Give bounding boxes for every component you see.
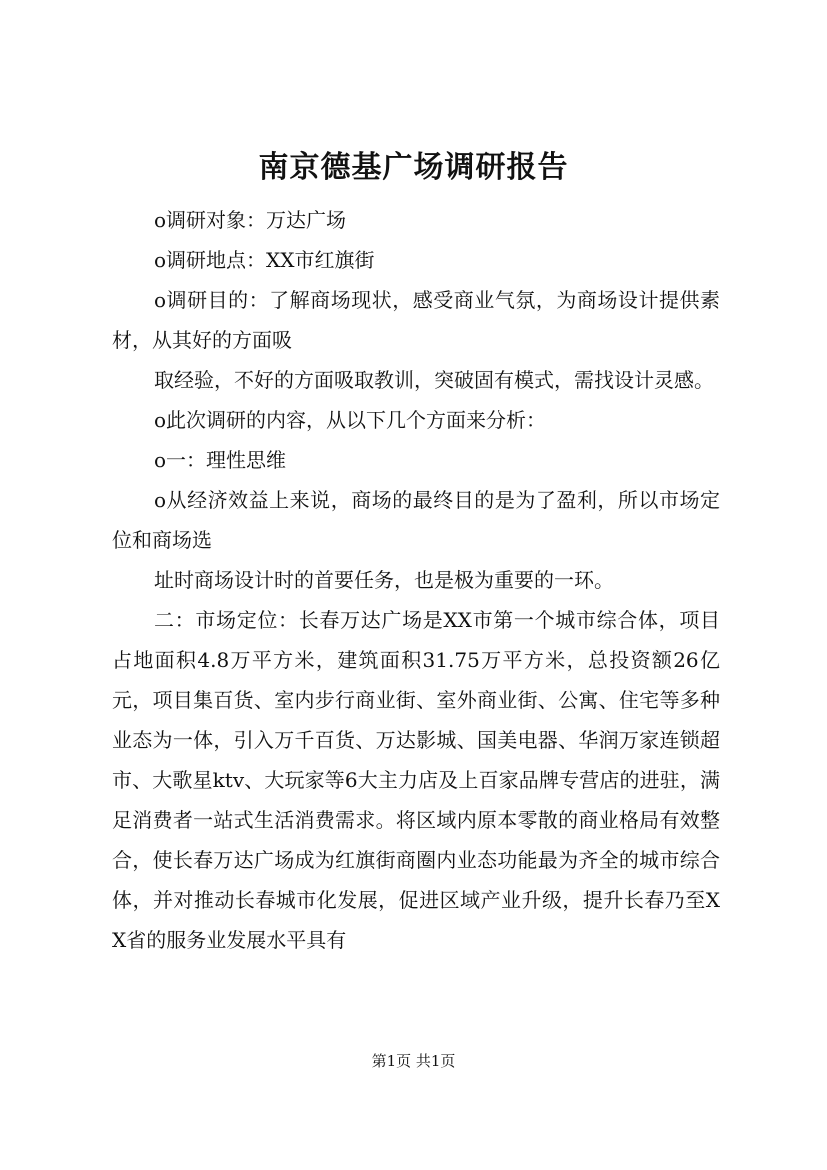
paragraph: o从经济效益上来说，商场的最终目的是为了盈利，所以市场定位和商场选 xyxy=(112,488,720,552)
document-title: 南京德基广场调研报告 xyxy=(258,150,569,185)
paragraph: o调研目的：了解商场现状，感受商业气氛，为商场设计提供素材，从其好的方面吸 xyxy=(112,288,720,352)
paragraph: o此次调研的内容，从以下几个方面来分析： xyxy=(154,408,547,432)
paragraph: o一：理性思维 xyxy=(154,448,287,472)
paragraph: o调研对象：万达广场 xyxy=(154,208,347,232)
paragraph: o调研地点：XX市红旗街 xyxy=(154,248,375,272)
page-footer: 第1页 共1页 xyxy=(371,1052,456,1070)
paragraph: 取经验，不好的方面吸取教训，突破固有模式，需找设计灵感。 xyxy=(154,368,714,392)
document-body xyxy=(112,200,720,960)
paragraph: 二：市场定位：长春万达广场是XX市第一个城市综合体，项目占地面积4.8万平方米，建筑面积31.75万平方米，总投资额26亿元，项目集百货、室内步行商业街、室外商业街、公寓、住宅等多种业态为一体，引入万千百货、万达影城、国美电器、华润万家连锁超市、大歌星ktv、大玩家等6大主力店及上百家品牌专营店的进驻，满足消费者一站式生活消费需求。将区域内原本零散的商业格局有效整合，使长春万达广场成为红旗街商圈内业态功能最为齐全的城市综合体，并对推动长春城市化发展，促进区域产业升级，提升长春乃至XX省的服务业发展水平具有 xyxy=(112,608,720,952)
paragraph: 址时商场设计时的首要任务，也是极为重要的一环。 xyxy=(154,568,614,592)
